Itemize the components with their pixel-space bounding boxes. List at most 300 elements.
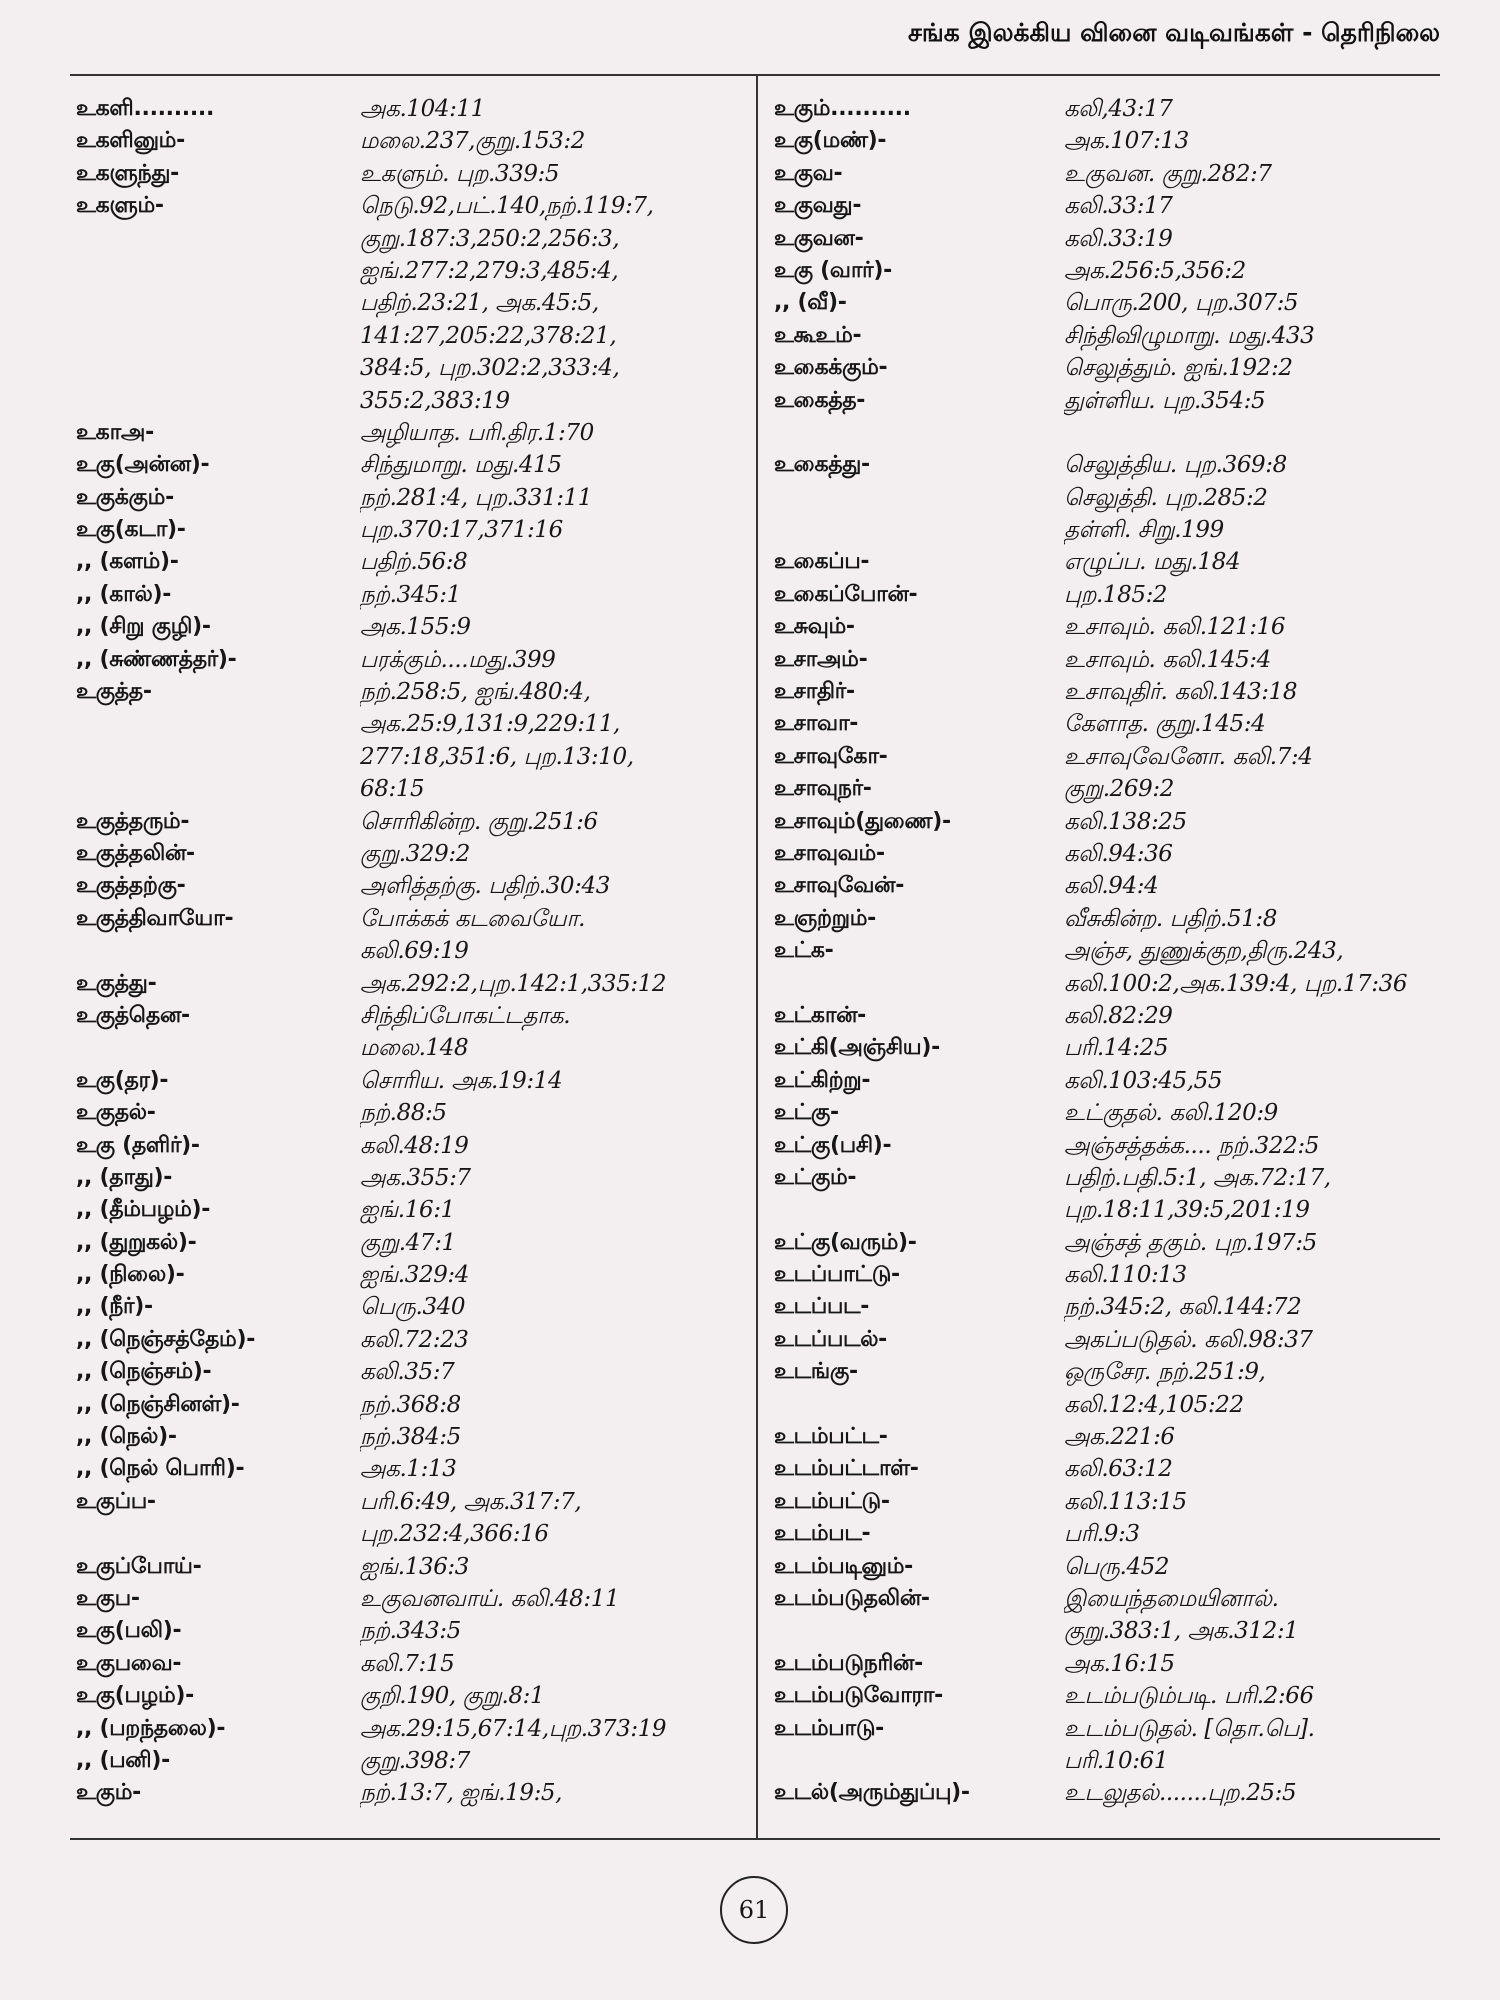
entry-reference: பரி.6:49, அக.317:7, (360, 1488, 582, 1515)
entry-headword: உடம்பட- (774, 1521, 871, 1547)
entry-reference: செலுத்தும். ஐங்.192:2 (1064, 355, 1293, 382)
entry-reference: ஐங்.329:4 (360, 1262, 470, 1289)
entry-row (76, 1000, 736, 1032)
entry-headword: ,, (சுண்ணத்தர்)- (76, 646, 237, 672)
entry-reference: அஞ்சத்தக்க.... நற்.322:5 (1064, 1132, 1319, 1159)
entry-headword: உகைத்து- (774, 452, 870, 478)
entry-row (774, 1032, 1444, 1064)
entry-headword: உட்கான்- (774, 1002, 867, 1028)
entry-reference: புற.370:17,371:16 (360, 517, 563, 544)
entry-headword (76, 1518, 360, 1550)
entry-row (774, 385, 1444, 417)
entry-reference: குறு.47:1 (360, 1229, 456, 1256)
entry-headword: ,, (பனி)- (76, 1747, 170, 1773)
entry-headword: உசாவுகோ- (774, 743, 888, 769)
entry-headword: உட்கிற்று- (774, 1067, 871, 1093)
entry-reference: கலி.69:19 (360, 938, 469, 965)
entry-row (76, 1259, 736, 1291)
entry-row (774, 1486, 1444, 1518)
entry-reference: கலி.48:19 (360, 1132, 469, 1159)
entry-headword: உடம்பட்டாள்- (774, 1456, 919, 1482)
entry-headword: ,, (சிறு குழி)- (76, 614, 211, 640)
entry-reference: கலி.63:12 (1064, 1456, 1173, 1483)
entry-reference: உடலுதல்.......புற.25:5 (1064, 1780, 1297, 1807)
entry-reference: கலி.72:23 (360, 1326, 469, 1353)
entry-row (774, 1227, 1444, 1259)
entry-reference: சிந்திப்போகட்டதாக. (360, 1002, 571, 1029)
entry-row (76, 935, 736, 967)
entry-row (76, 676, 736, 708)
entry-row (76, 1648, 736, 1680)
entry-row (774, 676, 1444, 708)
entry-headword: உகுத்தென- (76, 1002, 190, 1028)
page-number: 61 (720, 1876, 788, 1944)
entry-reference: கலி.33:17 (1064, 193, 1173, 220)
entry-reference: கலி.7:15 (360, 1650, 455, 1677)
entry-reference: அக.25:9,131:9,229:11, (360, 711, 620, 738)
entry-row (76, 968, 736, 1000)
entry-row (76, 773, 736, 805)
entry-row (774, 1194, 1444, 1226)
entry-row (774, 190, 1444, 222)
entry-headword (774, 482, 1064, 514)
entry-headword: உகு(பழம்)- (76, 1683, 194, 1709)
entry-row (774, 870, 1444, 902)
entry-reference: ஐங்.277:2,279:3,485:4, (360, 257, 619, 284)
entry-headword: உகுக்கும்- (76, 484, 174, 510)
entry-row (76, 1486, 736, 1518)
entry-row (76, 1324, 736, 1356)
entry-headword: உகுத்தற்கு- (76, 873, 186, 899)
entry-headword: உகளி.......... (76, 96, 215, 121)
entry-reference: நற்.258:5, ஐங்.480:4, (360, 679, 591, 706)
entry-reference: பதிற்.பதி.5:1, அக.72:17, (1064, 1164, 1331, 1191)
entry-row (76, 708, 736, 740)
entry-row (774, 968, 1444, 1000)
entry-row (76, 190, 736, 222)
entry-headword (76, 708, 360, 740)
entry-headword: ,, (துறுகல்)- (76, 1229, 197, 1255)
entry-row (774, 1615, 1444, 1647)
entry-headword: உட்கு(பசி)- (774, 1132, 892, 1158)
entry-reference (1064, 417, 1444, 449)
entry-headword (76, 320, 360, 352)
entry-row (774, 1389, 1444, 1421)
entry-reference: அக.107:13 (1064, 128, 1189, 155)
entry-headword: உகு(அன்ன)- (76, 452, 210, 478)
entry-headword: உகு (தளிர்)- (76, 1132, 200, 1158)
entry-reference: அகப்படுதல். கலி.98:37 (1064, 1326, 1313, 1353)
entry-row (774, 255, 1444, 287)
entry-reference: நற்.384:5 (360, 1424, 461, 1451)
entry-row (774, 320, 1444, 352)
entry-reference: உடம்படுதல். [தொ.பெ]. (1064, 1715, 1315, 1742)
entry-row (76, 1680, 736, 1712)
entry-headword: உகு(பலி)- (76, 1618, 182, 1644)
entry-row (774, 806, 1444, 838)
entry-row (76, 741, 736, 773)
entry-row (774, 93, 1444, 125)
entry-row (76, 287, 736, 319)
entry-row (774, 158, 1444, 190)
entry-row (76, 1227, 736, 1259)
entry-headword: உகளுந்து- (76, 160, 179, 186)
entry-row (76, 870, 736, 902)
entry-row (76, 417, 736, 449)
entry-headword (774, 417, 1064, 449)
entry-reference: மலை.237,குறு.153:2 (360, 128, 586, 155)
entry-row (774, 1745, 1444, 1777)
entry-row (774, 223, 1444, 255)
entry-headword: உசாஅம்- (774, 646, 868, 672)
entry-reference: பரி.9:3 (1064, 1521, 1140, 1548)
entry-reference: உடம்படும்படி. பரி.2:66 (1064, 1683, 1314, 1710)
entry-reference: அஞ்ச, துணுக்குற,திரு.243, (1064, 938, 1344, 965)
left-column (76, 93, 736, 1810)
entry-headword: உசாவா- (774, 711, 859, 737)
entry-row (774, 482, 1444, 514)
entry-row (774, 546, 1444, 578)
entry-headword: உடல்(அரும்துப்பு)- (774, 1780, 970, 1806)
entry-row (774, 1680, 1444, 1712)
entry-reference: 141:27,205:22,378:21, (360, 322, 617, 349)
entry-headword: உசாவுவம்- (774, 840, 885, 866)
entry-reference: பெரு.340 (360, 1294, 466, 1321)
entry-reference: ஐங்.16:1 (360, 1197, 455, 1224)
entry-headword (774, 1615, 1064, 1647)
entry-reference: கலி,43:17 (1064, 96, 1173, 122)
entry-headword (76, 223, 360, 255)
entry-headword: உடப்படல்- (774, 1326, 888, 1352)
entry-row (76, 223, 736, 255)
entry-headword: ,, (தீம்பழம்)- (76, 1197, 211, 1223)
entry-reference: குறு.398:7 (360, 1747, 470, 1774)
entry-row (774, 1324, 1444, 1356)
right-column (774, 93, 1444, 1810)
entry-reference: நெடு.92,பட்.140,நற்.119:7, (360, 193, 654, 220)
entry-reference: புற.18:11,39:5,201:19 (1064, 1197, 1310, 1224)
entry-row (76, 449, 736, 481)
entry-row (76, 1745, 736, 1777)
entry-reference: நற்.368:8 (360, 1391, 461, 1418)
entry-reference: சிந்திவிழுமாறு. மது.433 (1064, 322, 1315, 349)
entry-reference: அக.355:7 (360, 1164, 471, 1191)
entry-reference: கலி.35:7 (360, 1359, 455, 1386)
entry-row (76, 385, 736, 417)
entry-row (76, 320, 736, 352)
entry-headword: உடம்பட்டு- (774, 1488, 890, 1514)
entry-reference: இயைந்தமையினால். (1064, 1585, 1279, 1612)
entry-reference: அக.292:2,புற.142:1,335:12 (360, 970, 667, 997)
entry-row (76, 1713, 736, 1745)
entry-headword: உட்கி(அஞ்சிய)- (774, 1035, 940, 1061)
entry-headword: உடப்பாட்டு- (774, 1262, 900, 1288)
entry-headword: உகும்.......... (774, 96, 911, 121)
entry-reference: அக.16:15 (1064, 1650, 1175, 1677)
entry-headword: உகுத்து- (76, 970, 157, 996)
entry-headword: ,, (நீர்)- (76, 1294, 153, 1320)
entry-headword: உகுப்போய்- (76, 1553, 202, 1579)
entry-row (774, 1000, 1444, 1032)
entry-row (774, 514, 1444, 546)
entry-headword (774, 1194, 1064, 1226)
entry-row (774, 1713, 1444, 1745)
entry-reference: நற்.345:1 (360, 581, 461, 608)
entry-headword (76, 1032, 360, 1064)
entry-headword (774, 1745, 1064, 1777)
entry-reference: கலி.12:4,105:22 (1064, 1391, 1244, 1418)
entry-headword (774, 514, 1064, 546)
entry-headword (76, 773, 360, 805)
entry-row (76, 352, 736, 384)
entry-row (76, 1130, 736, 1162)
entry-reference: கலி.110:13 (1064, 1262, 1187, 1289)
entry-headword (76, 935, 360, 967)
entry-row (76, 611, 736, 643)
entry-headword (76, 287, 360, 319)
entry-reference: சிந்துமாறு. மது.415 (360, 452, 562, 479)
column-divider (756, 74, 758, 1838)
entry-reference: குறு.269:2 (1064, 776, 1174, 803)
entry-headword: உசாதிர்- (774, 679, 855, 705)
entry-row (76, 1583, 736, 1615)
entry-headword (76, 352, 360, 384)
entry-row (76, 903, 736, 935)
entry-row (76, 1032, 736, 1064)
entry-row (774, 1648, 1444, 1680)
entry-reference: குறு.383:1, அக.312:1 (1064, 1618, 1299, 1645)
entry-row (774, 1356, 1444, 1388)
entry-reference: உசாவும். கலி.145:4 (1064, 646, 1271, 673)
entry-headword: ,, (களம்)- (76, 549, 179, 575)
entry-row (774, 1421, 1444, 1453)
entry-row (76, 1162, 736, 1194)
entry-row (774, 741, 1444, 773)
entry-headword: உகும்- (76, 1780, 142, 1806)
entry-headword: உசாவும்(துணை)- (774, 808, 951, 834)
entry-reference: நற்.343:5 (360, 1618, 461, 1645)
entry-headword: உகுவன- (774, 225, 864, 251)
bottom-rule (70, 1838, 1440, 1840)
entry-row (774, 1777, 1444, 1809)
entry-reference: பதிற்.56:8 (360, 549, 468, 576)
entry-reference: உசாவும். கலி.121:16 (1064, 614, 1286, 641)
entry-headword (774, 968, 1064, 1000)
entry-row (774, 935, 1444, 967)
entry-row (76, 1518, 736, 1550)
entry-headword: ,, (வீ)- (774, 290, 847, 316)
entry-headword: உட்கு- (774, 1100, 839, 1126)
entry-headword: உசாவுநர்- (774, 776, 872, 802)
entry-reference: கலி.94:4 (1064, 873, 1159, 900)
page-header: சங்க இலக்கிய வினை வடிவங்கள் - தெரிநிலை (908, 18, 1440, 47)
entry-reference: புற.232:4,366:16 (360, 1521, 549, 1548)
entry-headword: உகைப்ப- (774, 549, 870, 575)
entry-row (774, 1065, 1444, 1097)
entry-reference: அஞ்சத் தகும். புற.197:5 (1064, 1229, 1317, 1256)
entry-reference: உட்குதல். கலி.120:9 (1064, 1100, 1278, 1127)
entry-headword: ,, (நெஞ்சத்தேம்)- (76, 1326, 256, 1352)
entry-row (774, 903, 1444, 935)
entry-headword: ,, (பறந்தலை)- (76, 1715, 226, 1741)
entry-row (774, 1518, 1444, 1550)
entry-row (76, 546, 736, 578)
entry-row (774, 579, 1444, 611)
entry-reference: பதிற்.23:21, அக.45:5, (360, 290, 599, 317)
entry-reference: போக்கக் கடவையோ. (360, 905, 586, 932)
entry-reference: குறி.190, குறு.8:1 (360, 1683, 545, 1710)
entry-reference: 384:5, புற.302:2,333:4, (360, 355, 620, 382)
entry-headword: உகாஅ- (76, 419, 154, 445)
entry-reference: நற்.345:2, கலி.144:72 (1064, 1294, 1302, 1321)
entry-reference: கலி.94:36 (1064, 840, 1173, 867)
entry-headword: உகுவது- (774, 193, 862, 219)
entry-headword: உகு (வார்)- (774, 257, 892, 283)
entry-headword: உகூஉம்- (774, 322, 862, 348)
entry-row (774, 1291, 1444, 1323)
entry-row (76, 1421, 736, 1453)
entry-row (774, 1583, 1444, 1615)
entry-reference: சொரிகின்ற. குறு.251:6 (360, 808, 598, 835)
entry-reference: நற்.13:7, ஐங்.19:5, (360, 1780, 563, 1807)
entry-headword: உகுத்திவாயோ- (76, 905, 234, 931)
entry-headword: உகைத்த- (774, 387, 866, 413)
top-rule (70, 74, 1440, 76)
entry-headword: உடப்பட- (774, 1294, 870, 1320)
entry-row (774, 644, 1444, 676)
entry-reference: அக.29:15,67:14,புற.373:19 (360, 1715, 667, 1742)
entry-reference: உகுவன. குறு.282:7 (1064, 160, 1272, 187)
entry-reference: கலி.103:45,55 (1064, 1067, 1223, 1094)
entry-reference: சொரிய. அக.19:14 (360, 1067, 563, 1094)
entry-headword: உசாவுவேன்- (774, 873, 905, 899)
entry-row (76, 158, 736, 190)
entry-headword: உகுவ- (774, 160, 843, 186)
entry-reference: புற.185:2 (1064, 581, 1168, 608)
entry-reference: 355:2,383:19 (360, 387, 510, 414)
entry-reference: உசாவுவேனோ. கலி.7:4 (1064, 743, 1313, 770)
entry-headword (774, 1389, 1064, 1421)
entry-headword: உகுத்தரும்- (76, 808, 190, 834)
entry-row (76, 125, 736, 157)
entry-row (774, 708, 1444, 740)
entry-reference: கலி.138:25 (1064, 808, 1187, 835)
entry-row (774, 352, 1444, 384)
entry-reference: கலி.82:29 (1064, 1002, 1173, 1029)
entry-headword: உகுதல்- (76, 1100, 156, 1126)
entry-reference: அளித்தற்கு. பதிற்.30:43 (360, 873, 610, 900)
entry-headword: உகுப- (76, 1585, 140, 1611)
entry-row (774, 417, 1444, 449)
entry-reference: உகுவனவாய். கலி.48:11 (360, 1585, 620, 1612)
entry-headword: உட்கும்- (774, 1164, 857, 1190)
entry-headword: உகு(கடா)- (76, 517, 186, 543)
entry-headword: ,, (நெஞ்சினள்)- (76, 1391, 240, 1417)
entry-row (774, 1551, 1444, 1583)
entry-reference: அக.155:9 (360, 614, 471, 641)
entry-headword: உடம்படுநரின்- (774, 1650, 923, 1676)
entry-headword: ,, (நெஞ்சம்)- (76, 1359, 212, 1385)
entry-row (76, 255, 736, 287)
entry-row (76, 1777, 736, 1809)
entry-row (774, 1097, 1444, 1129)
entry-headword: உகுத்த- (76, 679, 152, 705)
entry-row (774, 1162, 1444, 1194)
entry-headword (76, 741, 360, 773)
entry-row (76, 93, 736, 125)
entry-headword: உடம்படுதலின்- (774, 1585, 930, 1611)
entry-reference: அழியாத. பரி.திர.1:70 (360, 419, 594, 446)
entry-row (76, 579, 736, 611)
entry-reference: எழுப்ப. மது.184 (1064, 549, 1241, 576)
entry-reference: அக.221:6 (1064, 1424, 1175, 1451)
entry-row (76, 1389, 736, 1421)
entry-reference: நற்.88:5 (360, 1100, 447, 1127)
entry-headword: ,, (கால்)- (76, 581, 172, 607)
entry-reference: நற்.281:4, புற.331:11 (360, 484, 593, 511)
entry-reference: குறு.329:2 (360, 840, 470, 867)
entry-reference: கேளாத. குறு.145:4 (1064, 711, 1266, 738)
entry-row (76, 838, 736, 870)
entry-reference: பொரு.200, புற.307:5 (1064, 290, 1299, 317)
entry-headword: உடம்படுவோரா- (774, 1683, 943, 1709)
entry-row (774, 611, 1444, 643)
entry-row (774, 838, 1444, 870)
entry-reference: துள்ளிய. புற.354:5 (1064, 387, 1266, 414)
entry-headword: உட்க- (774, 938, 834, 964)
entry-reference: பரக்கும்....மது.399 (360, 646, 556, 673)
entry-row (76, 1615, 736, 1647)
entry-row (774, 1130, 1444, 1162)
entry-reference: உசாவுதிர். கலி.143:18 (1064, 679, 1298, 706)
entry-reference: பரி.10:61 (1064, 1747, 1169, 1774)
entry-row (774, 1259, 1444, 1291)
entry-row (76, 1551, 736, 1583)
entry-headword: ,, (நெல்)- (76, 1424, 177, 1450)
entry-row (76, 1065, 736, 1097)
entry-headword: ,, (தாது)- (76, 1164, 173, 1190)
entry-headword (76, 385, 360, 417)
entry-reference: தள்ளி. சிறு.199 (1064, 517, 1224, 544)
entry-row (774, 449, 1444, 481)
entry-headword: உகுத்தலின்- (76, 840, 195, 866)
entry-row (76, 1356, 736, 1388)
entry-headword (76, 255, 360, 287)
entry-headword: உகளினும்- (76, 128, 185, 154)
entry-headword: உகைப்போன்- (774, 581, 918, 607)
entry-reference: அக.104:11 (360, 96, 485, 122)
entry-headword: உடங்கு- (774, 1359, 858, 1385)
entry-headword: உடம்பாடு- (774, 1715, 885, 1741)
entry-reference: கலி.100:2,அக.139:4, புற.17:36 (1064, 970, 1408, 997)
entry-reference: செலுத்தி. புற.285:2 (1064, 484, 1268, 511)
entry-row (76, 1291, 736, 1323)
entry-row (76, 1097, 736, 1129)
entry-reference: பரி.14:25 (1064, 1035, 1169, 1062)
entry-row (76, 482, 736, 514)
entry-headword: உடம்பட்ட- (774, 1424, 888, 1450)
entry-reference: ஐங்.136:3 (360, 1553, 470, 1580)
entry-reference: கலி.113:15 (1064, 1488, 1187, 1515)
entry-reference: அக.256:5,356:2 (1064, 257, 1246, 284)
entry-row (76, 1194, 736, 1226)
entry-headword: உகுபவை- (76, 1650, 182, 1676)
entry-reference: உகளும். புற.339:5 (360, 160, 560, 187)
entry-reference: 277:18,351:6, புற.13:10, (360, 743, 634, 770)
entry-row (774, 773, 1444, 805)
entry-reference: செலுத்திய. புற.369:8 (1064, 452, 1287, 479)
entry-row (774, 287, 1444, 319)
